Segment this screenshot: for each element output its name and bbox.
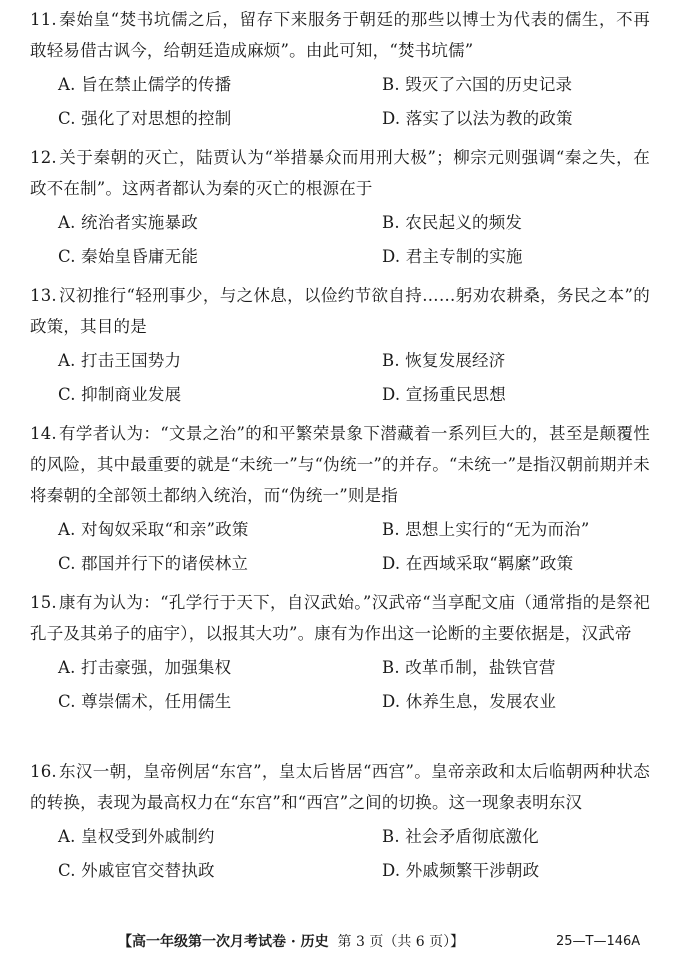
answer-options: [30, 821, 650, 891]
question-12: [30, 142, 650, 277]
option-b[interactable]: B. 毁灭了六国的历史记录: [382, 75, 573, 94]
option-b[interactable]: B. 思想上实行的“无为而治”: [382, 520, 590, 539]
page-footer: [0, 928, 677, 956]
question-number: 15.: [30, 593, 57, 612]
answer-options: [30, 207, 650, 277]
option-d[interactable]: D. 外戚频繁干涉朝政: [382, 861, 540, 880]
question-11: [30, 4, 650, 139]
question-number: 12.: [30, 148, 57, 167]
answer-options: [30, 652, 650, 722]
option-a[interactable]: A. 皇权受到外戚制约: [58, 827, 215, 846]
question-14: [30, 418, 650, 584]
question-text: 康有为认为：“孔学行于天下，自汉武始。”汉武帝“当享配文庙（通常指的是祭祀孔子及其弟子的庙宇），以报其大功”。康有为作出这一论断的主要依据是，汉武帝: [30, 593, 650, 643]
option-d[interactable]: D. 休养生息，发展农业: [382, 692, 557, 711]
option-a[interactable]: A. 打击豪强，加强集权: [58, 658, 232, 677]
question-text: 秦始皇“焚书坑儒之后，留存下来服务于朝廷的那些以博士为代表的儒生，不再敢轻易借古讽今，给朝廷造成麻烦”。由此可知，“焚书坑儒”: [30, 10, 650, 60]
question-text: 汉初推行“轻刑事少，与之休息，以俭约节欲自持……躬劝农耕桑，务民之本”的政策，其目的是: [30, 286, 650, 336]
question-text: 东汉一朝，皇帝例居“东宫”，皇太后皆居“西宫”。皇帝亲政和太后临朝两种状态的转换，表现为最高权力在“东宫”和“西宫”之间的切换。这一现象表明东汉: [30, 762, 650, 812]
question-15: [30, 587, 650, 722]
answer-options: [30, 514, 650, 584]
option-d[interactable]: D. 君主专制的实施: [382, 247, 523, 266]
question-13: [30, 280, 650, 415]
option-c[interactable]: C. 外戚宦官交替执政: [58, 861, 215, 880]
option-c[interactable]: C. 秦始皇昏庸无能: [58, 247, 199, 266]
option-a[interactable]: A. 统治者实施暴政: [58, 213, 198, 232]
question-stem: [30, 418, 650, 511]
option-d[interactable]: D. 宣扬重民思想: [382, 385, 506, 404]
option-c[interactable]: C. 抑制商业发展: [58, 385, 182, 404]
option-b[interactable]: B. 改革币制，盐铁官营: [382, 658, 556, 677]
option-b[interactable]: B. 社会矛盾彻底激化: [382, 827, 539, 846]
question-number: 13.: [30, 286, 57, 305]
option-c[interactable]: C. 尊崇儒术，任用儒生: [58, 692, 232, 711]
question-stem: [30, 587, 650, 649]
question-stem: [30, 4, 650, 66]
option-d[interactable]: D. 在西域采取“羁縻”政策: [382, 554, 574, 573]
question-number: 11.: [30, 10, 57, 29]
exam-title: [118, 928, 464, 956]
answer-options: [30, 345, 650, 415]
question-stem: [30, 142, 650, 204]
option-a[interactable]: A. 打击王国势力: [58, 351, 182, 370]
option-c[interactable]: C. 郡国并行下的诸侯林立: [58, 554, 249, 573]
exam-name: 【高一年级第一次月考试卷 · 历史: [118, 934, 329, 950]
answer-options: [30, 69, 650, 139]
option-a[interactable]: A. 旨在禁止儒学的传播: [58, 75, 232, 94]
option-b[interactable]: B. 恢复发展经济: [382, 351, 506, 370]
page-number: 第 3 页（共 6 页）】: [337, 934, 465, 950]
option-c[interactable]: C. 强化了对思想的控制: [58, 109, 232, 128]
question-stem: [30, 756, 650, 818]
option-d[interactable]: D. 落实了以法为教的政策: [382, 109, 573, 128]
question-16: [30, 756, 650, 891]
option-b[interactable]: B. 农民起义的频发: [382, 213, 523, 232]
question-text: 关于秦朝的灭亡，陆贾认为“举措暴众而用刑大极”；柳宗元则强调“秦之失，在政不在制”。这两者都认为秦的灭亡的根源在于: [30, 148, 650, 198]
question-stem: [30, 280, 650, 342]
question-number: 14.: [30, 424, 57, 443]
exam-code: 25—T—146A: [556, 934, 641, 949]
question-number: 16.: [30, 762, 57, 781]
question-text: 有学者认为：“文景之治”的和平繁荣景象下潜藏着一系列巨大的，甚至是颠覆性的风险，其中最重要的就是“未统一”与“伪统一”的并存。“未统一”是指汉朝前期并未将秦朝的全部领土都纳入统治，而“伪统一”则是指: [30, 424, 650, 505]
option-a[interactable]: A. 对匈奴采取“和亲”政策: [58, 520, 249, 539]
